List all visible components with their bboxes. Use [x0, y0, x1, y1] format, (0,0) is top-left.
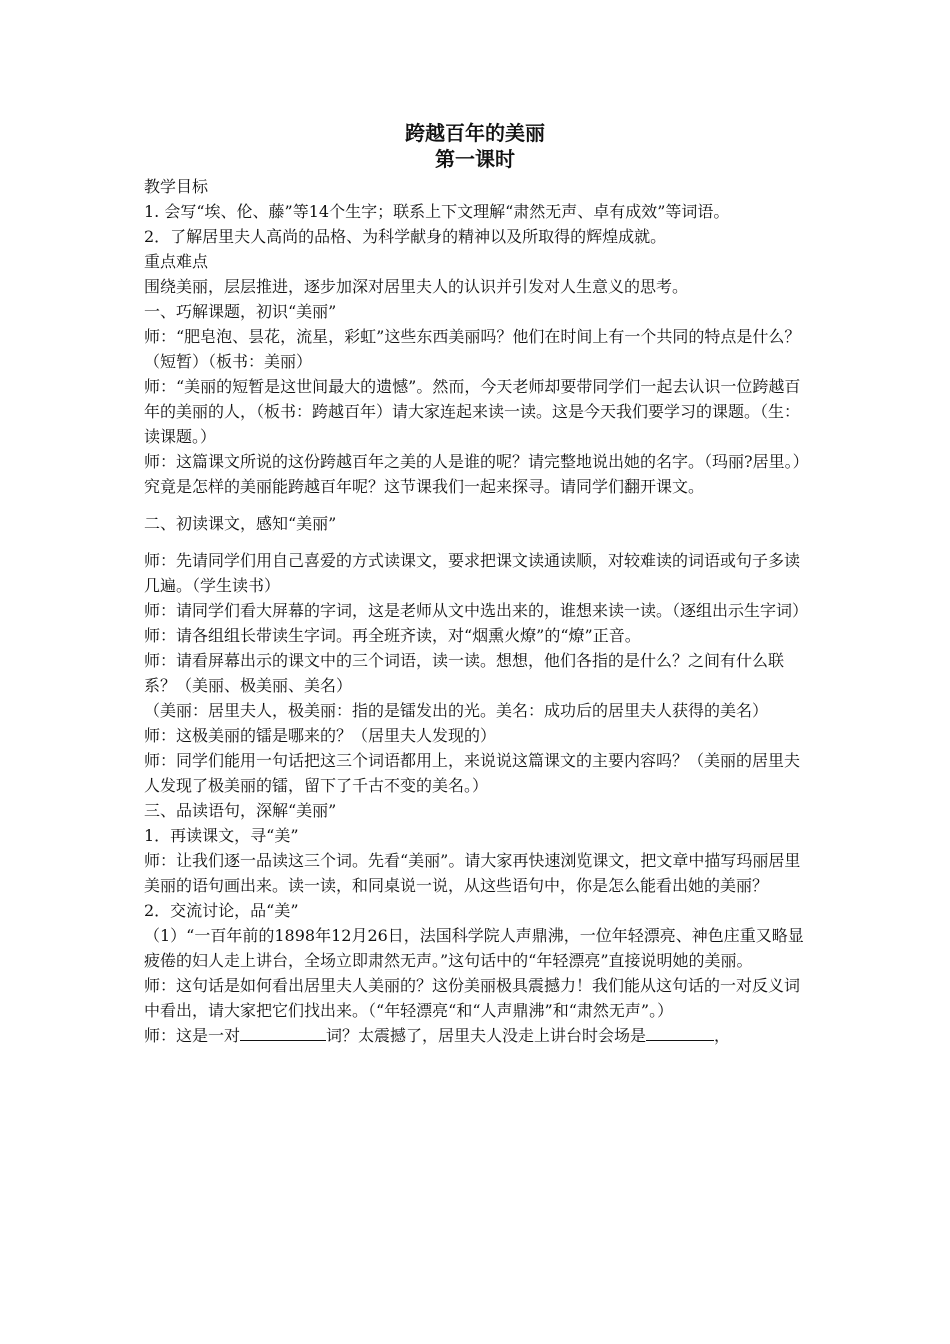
paragraph: 围绕美丽，层层推进，逐步加深对居里夫人的认识并引发对人生意义的思考。 — [144, 277, 689, 296]
section-heading: 重点难点 — [144, 252, 209, 271]
paragraph: 1. 会写“埃、伦、藤”等14个生字；联系上下文理解“肃然无声、卓有成效”等词语。 — [144, 202, 730, 221]
paragraph: 师：请同学们看大屏幕的字词，这是老师从文中选出来的，谁想来读一读。（逐组出示生字词） — [144, 601, 809, 620]
paragraph: 师：请看屏幕出示的课文中的三个词语，读一读。想想，他们各指的是什么？之间有什么联系？（美丽、极美丽、美名） — [144, 651, 785, 695]
spacer — [144, 499, 814, 511]
section-heading: 二、初读课文，感知“美丽” — [144, 514, 337, 533]
paragraph: 师：这句话是如何看出居里夫人美丽的？这份美丽极具震撼力！我们能从这句话的一对反义词中看出，请大家把它们找出来。（“年轻漂亮“和“人声鼎沸”和“肃然无声”。） — [144, 976, 801, 1020]
paragraph: 2．交流讨论，品“美” — [144, 901, 299, 920]
line-text: ， — [714, 1026, 731, 1045]
title-block — [0, 120, 950, 172]
line-text: 词？太震撼了，居里夫人没走上讲台时会场是 — [326, 1026, 647, 1045]
fill-in-blank — [240, 1024, 326, 1041]
line-text: 师：这是一对 — [144, 1026, 241, 1045]
document-title: 跨越百年的美丽 — [405, 121, 545, 145]
spacer — [144, 536, 814, 548]
paragraph: 师：这极美丽的镭是哪来的？（居里夫人发现的） — [144, 726, 497, 745]
document-subtitle: 第一课时 — [435, 147, 515, 171]
section-heading: 教学目标 — [144, 177, 209, 196]
paragraph: 师：同学们能用一句话把这三个词语都用上，来说说这篇课文的主要内容吗？（美丽的居里夫人发现了极美丽的镭，留下了千古不变的美名。） — [144, 751, 801, 795]
document-body — [144, 174, 814, 1048]
section-heading: 一、巧解课题，初识“美丽” — [144, 302, 337, 321]
paragraph: 师：让我们逐一品读这三个词。先看“美丽”。请大家再快速浏览课文，把文章中描写玛丽居里美丽的语句画出来。读一读，和同桌说一说，从这些语句中，你是怎么能看出她的美丽？ — [144, 851, 801, 895]
paragraph: （美丽：居里夫人，极美丽：指的是镭发出的光。美名：成功后的居里夫人获得的美名） — [144, 701, 769, 720]
paragraph: 师：“美丽的短暂是这世间最大的遗憾”。然而，今天老师却要带同学们一起去认识一位跨越百年的美丽的人，（板书：跨越百年）请大家连起来读一读。这是今天我们要学习的课题。（生：读课题。） — [144, 377, 801, 446]
paragraph: 师：这篇课文所说的这份跨越百年之美的人是谁的呢？请完整地说出她的名字。（玛丽?居里。）究竟是怎样的美丽能跨越百年呢？这节课我们一起来探寻。请同学们翻开课文。 — [144, 452, 809, 496]
fill-in-blank — [646, 1024, 714, 1041]
paragraph: （1）“一百年前的1898年12月26日，法国科学院人声鼎沸，一位年轻漂亮、神色庄重又略显疲倦的妇人走上讲台，全场立即肃然无声。”这句话中的“年轻漂亮”直接说明她的美丽。 — [144, 926, 804, 970]
section-heading: 三、品读语句，深解“美丽” — [144, 801, 337, 820]
paragraph: 2．了解居里夫人高尚的品格、为科学献身的精神以及所取得的辉煌成就。 — [144, 227, 667, 246]
paragraph: 师：请各组组长带读生字词。再全班齐读，对“烟熏火燎”的“燎”正音。 — [144, 626, 641, 645]
paragraph: 1．再读课文，寻“美” — [144, 826, 299, 845]
paragraph-with-blanks — [144, 1023, 814, 1048]
paragraph: 师：“肥皂泡、昙花，流星，彩虹”这些东西美丽吗？他们在时间上有一个共同的特点是什么？（短暂）（板书：美丽） — [144, 327, 801, 371]
paragraph: 师：先请同学们用自己喜爱的方式读课文，要求把课文读通读顺，对较难读的词语或句子多读几遍。（学生读书） — [144, 551, 801, 595]
